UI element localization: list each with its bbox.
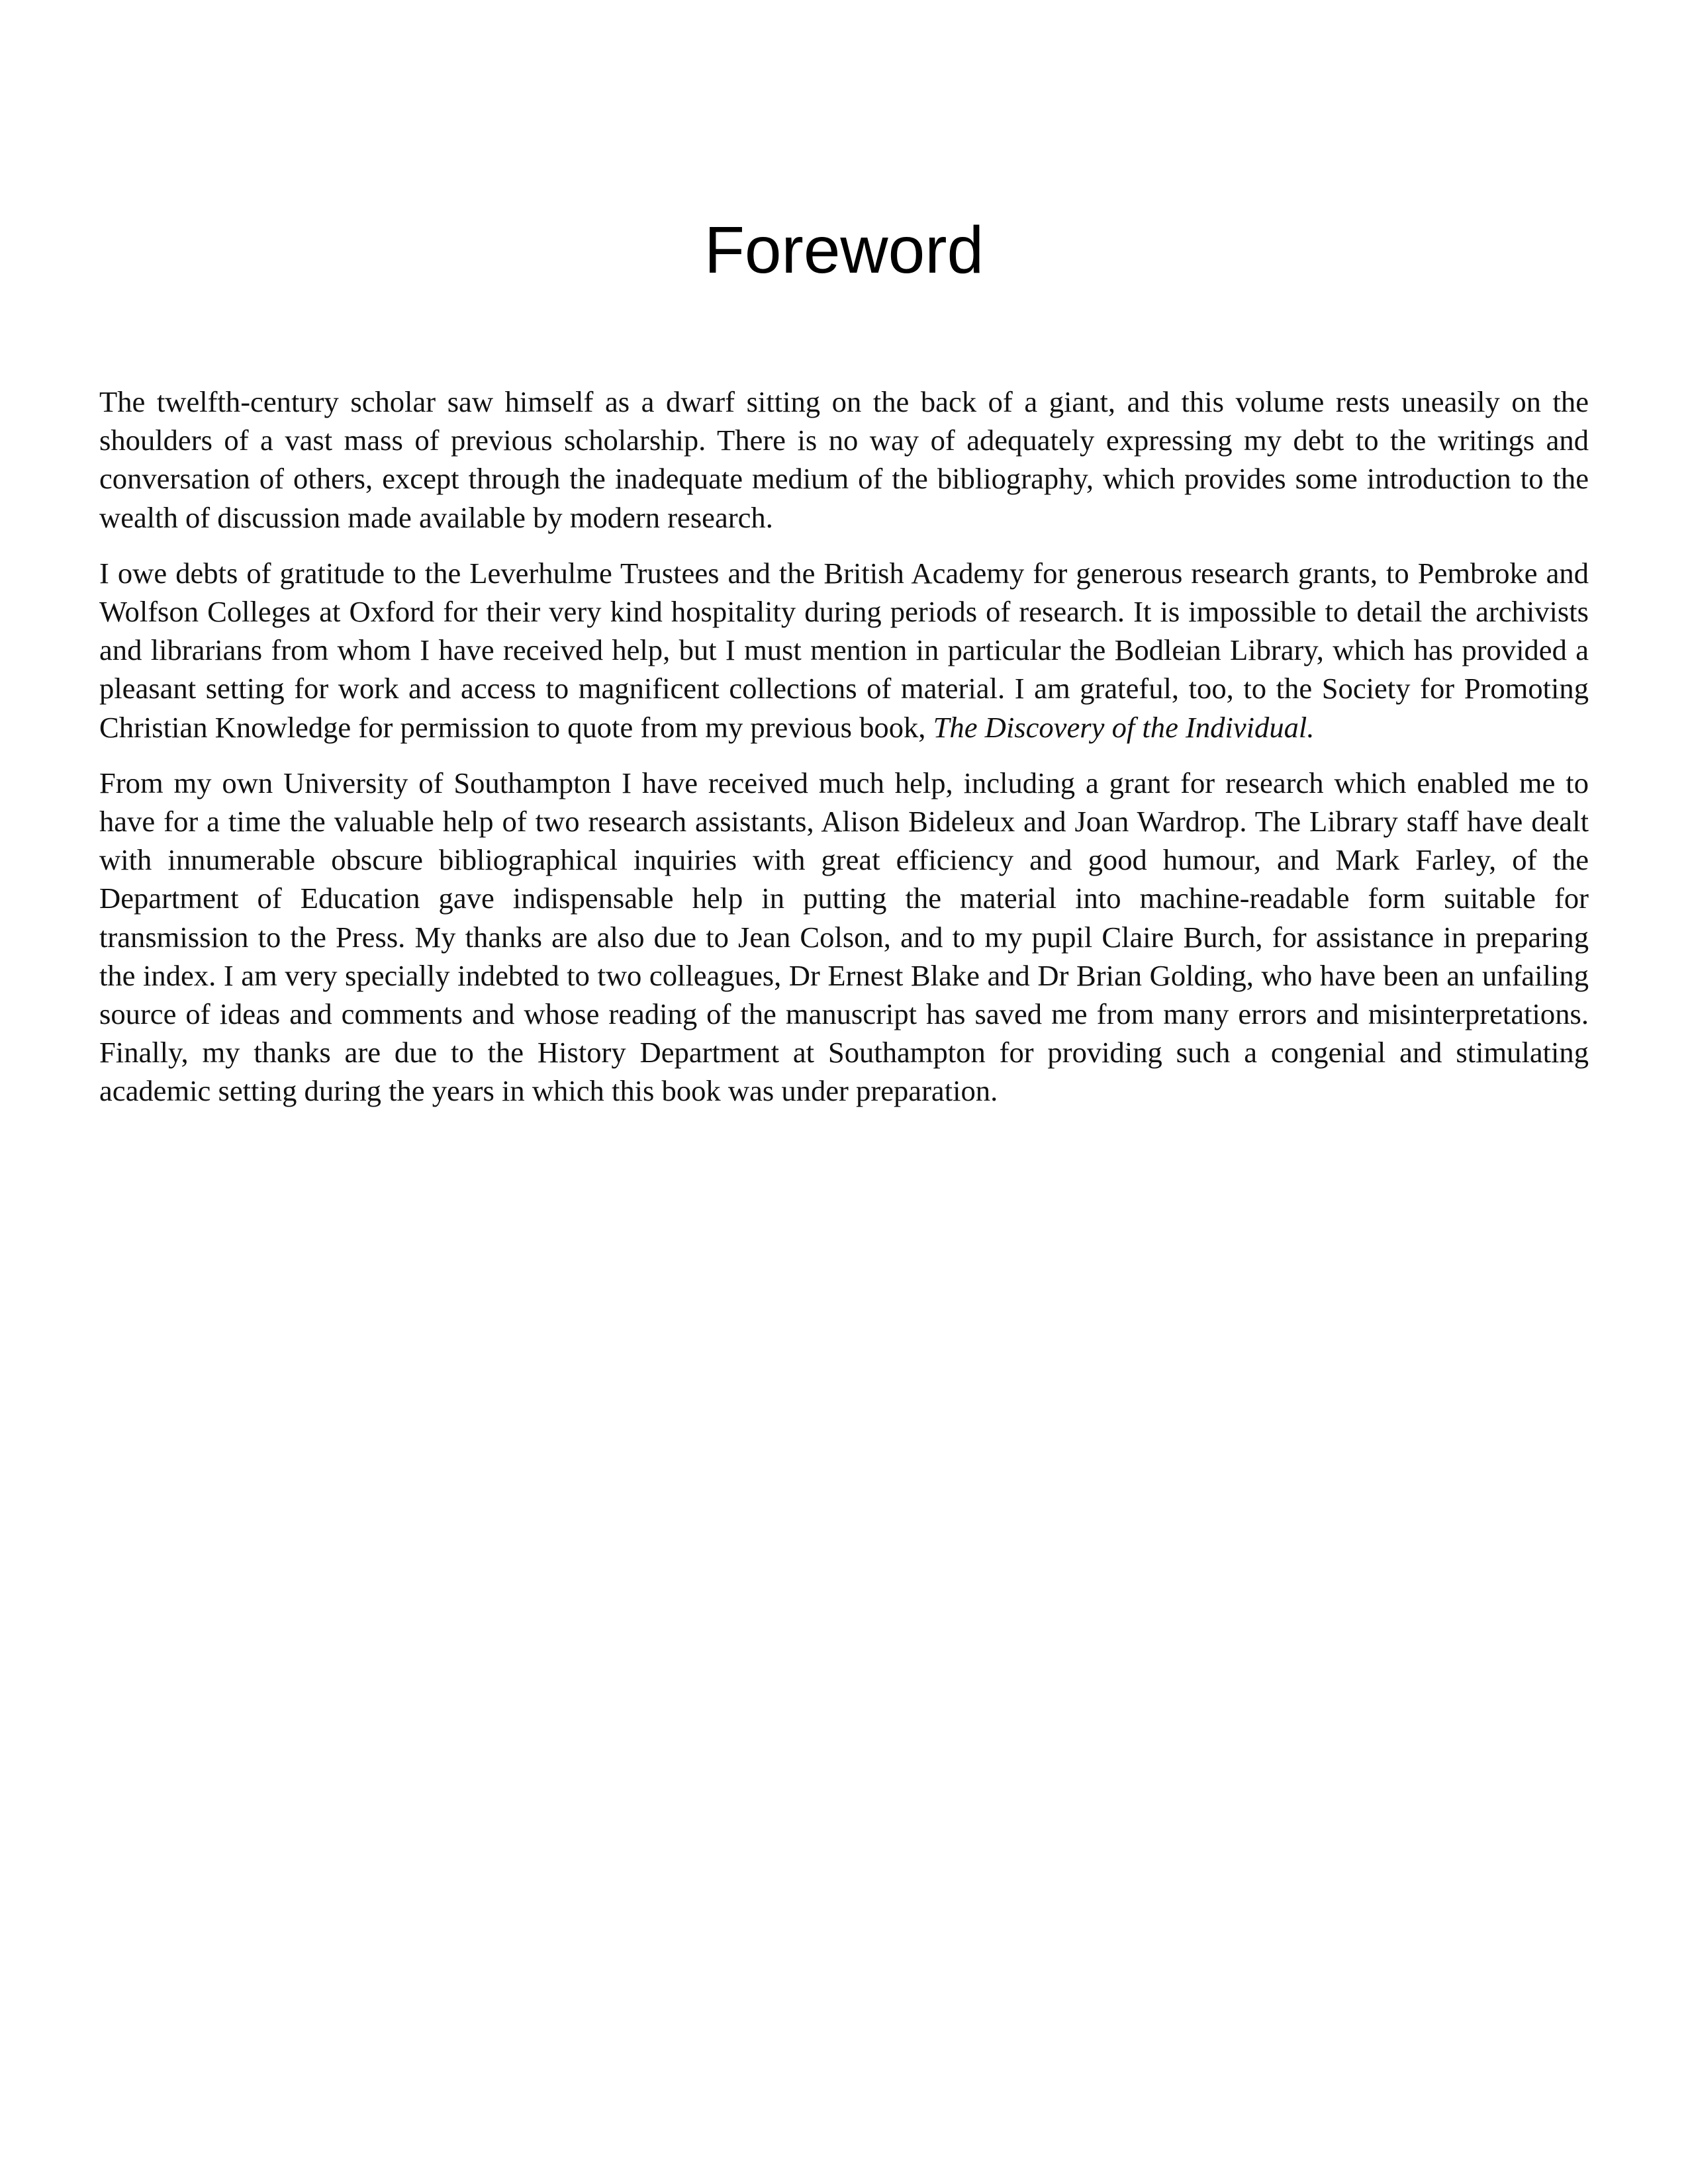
page-title: Foreword — [704, 213, 984, 287]
book-title-italic: The Discovery of the Individual. — [933, 710, 1315, 744]
paragraph-2 — [99, 554, 1589, 747]
paragraph-2-text: I owe debts of gratitude to the Leverhulme Trustees and the British Academy for generous research grants, to Pembroke and Wolfson Colleges at Oxford for their very kind hospitality during periods of research. It is impossible to detail the archivists and librarians from whom I have received help, but I must mention in particular the Bodleian Library, which has provided a pleasant setting for work and access to magnificent collections of material. I am grateful, too, to the Society for Promoting Christian Knowledge for permission to quote from my previous book, — [99, 556, 1589, 744]
paragraph-3 — [99, 764, 1589, 1111]
foreword-body — [99, 383, 1589, 1128]
paragraph-1 — [99, 383, 1589, 537]
paragraph-1-text: The twelfth-century scholar saw himself as a dwarf sitting on the back of a giant, and this volume rests uneasily on the shoulders of a vast mass of previous scholarship. There is no way of adequately expressing my debt to the writings and conversation of others, except through the inadequate medium of the bibliography, which provides some introduction to the wealth of discussion made available by modern research. — [99, 385, 1589, 534]
paragraph-3-text: From my own University of Southampton I have received much help, including a grant for research which enabled me to have for a time the valuable help of two research assistants, Alison Bideleux and Joan Wardrop. The Library staff have dealt with innumerable obscure bibliographical inquiries with great efficiency and good humour, and Mark Farley, of the Department of Education gave indispensable help in putting the material into machine-readable form suitable for transmission to the Press. My thanks are also due to Jean Colson, and to my pupil Claire Burch, for assistance in preparing the index. I am very specially indebted to two colleagues, Dr Ernest Blake and Dr Brian Golding, who have been an unfailing source of ideas and comments and whose reading of the manuscript has saved me from many errors and misinterpretations. Finally, my thanks are due to the History Department at Southampton for providing such a congenial and stimulating academic setting during the years in which this book was under preparation. — [99, 766, 1589, 1108]
